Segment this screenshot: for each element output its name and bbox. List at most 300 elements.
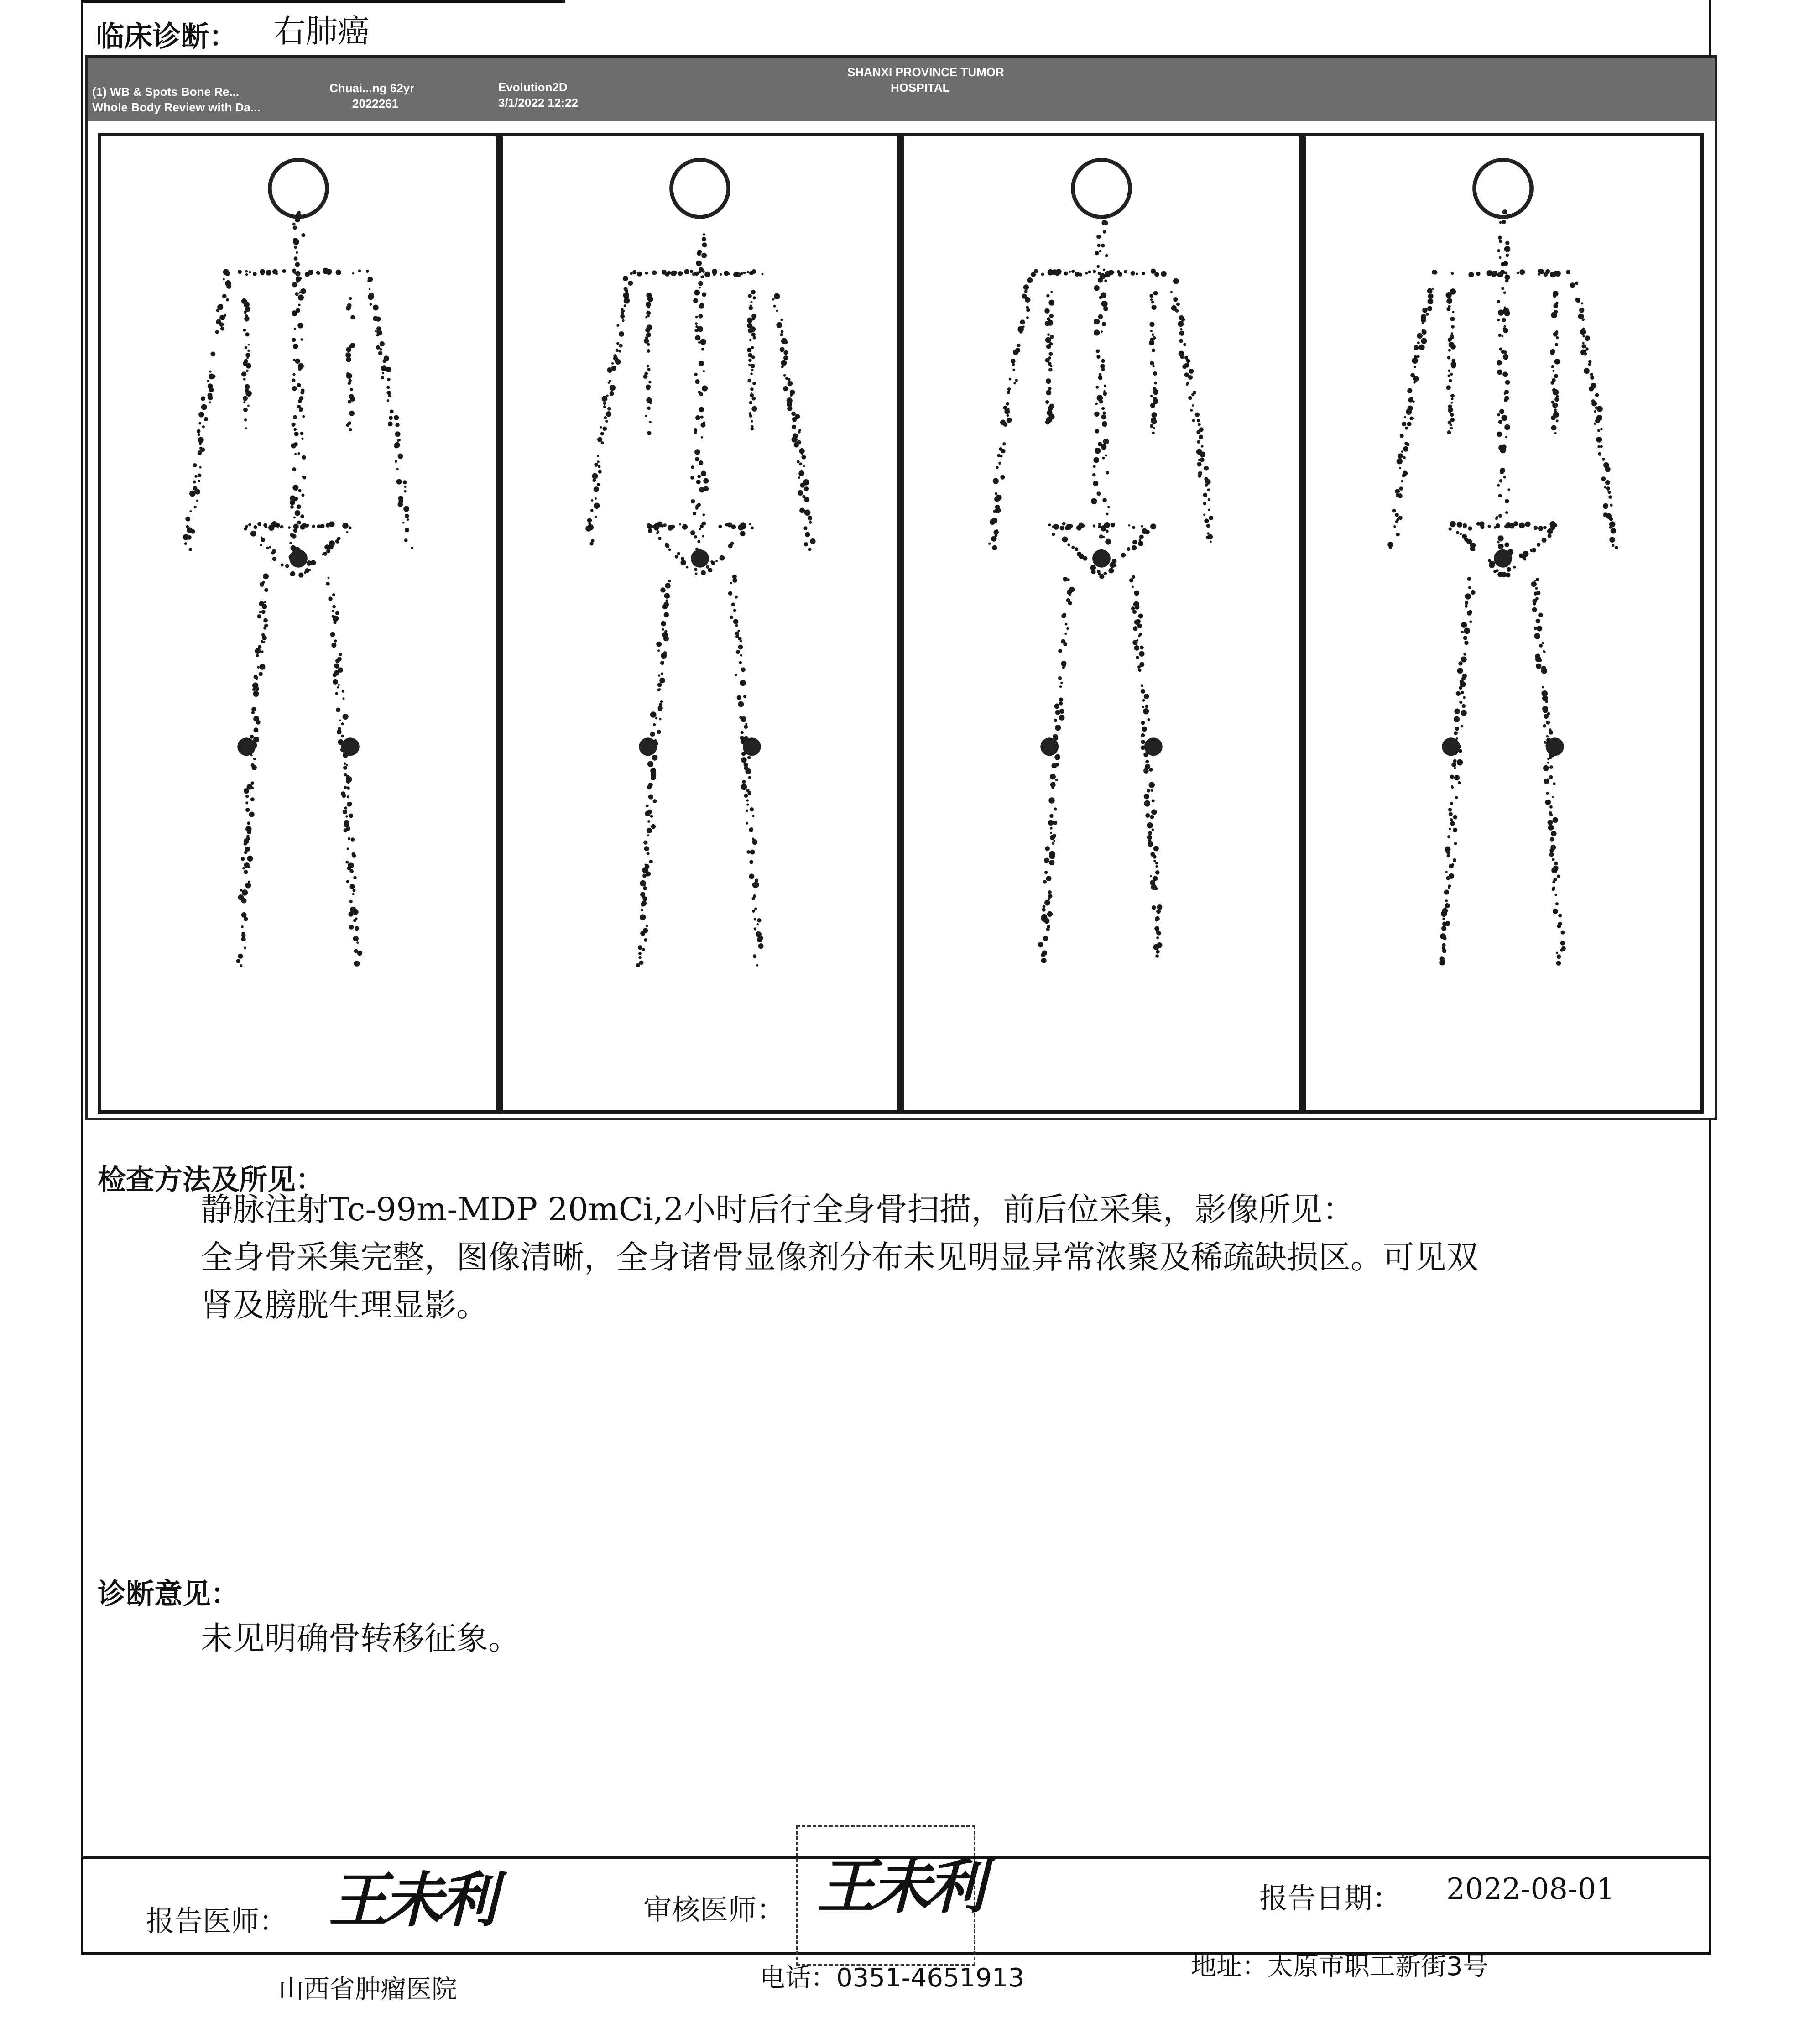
uptake-dot: [1504, 310, 1510, 316]
uptake-dot: [781, 330, 784, 333]
uptake-dot: [1543, 765, 1549, 771]
hospital-line1: SHANXI PROVINCE TUMOR: [847, 65, 1004, 79]
uptake-dot: [1556, 336, 1559, 339]
uptake-dot: [199, 466, 202, 468]
uptake-dot: [636, 963, 640, 967]
uptake-dot: [741, 272, 743, 275]
uptake-dot: [1454, 775, 1460, 780]
uptake-dot: [1533, 526, 1538, 530]
uptake-dot: [348, 837, 350, 840]
report-date: 2022-08-01: [1446, 1872, 1615, 1906]
uptake-dot: [376, 334, 379, 337]
uptake-dot: [293, 428, 297, 431]
uptake-dot: [994, 496, 1000, 502]
uptake-dot: [1197, 462, 1201, 466]
uptake-dot: [798, 490, 803, 496]
uptake-dot: [740, 640, 742, 643]
uptake-dot: [226, 298, 229, 302]
uptake-dot: [348, 382, 351, 385]
uptake-dot: [1153, 876, 1158, 881]
uptake-dot: [1457, 759, 1463, 765]
uptake-dot: [1102, 322, 1106, 326]
uptake-dot: [1080, 524, 1085, 528]
uptake-dot: [798, 430, 800, 433]
uptake-dot: [1088, 270, 1091, 273]
uptake-dot: [1157, 931, 1161, 936]
uptake-dot: [648, 795, 653, 800]
uptake-dot: [1451, 332, 1454, 335]
uptake-dot: [1136, 656, 1139, 659]
uptake-dot: [808, 516, 812, 521]
uptake-dot: [353, 876, 357, 880]
uptake-dot: [661, 653, 667, 659]
uptake-dot: [1068, 601, 1072, 605]
uptake-dot: [747, 348, 751, 352]
uptake-dot: [1450, 818, 1453, 821]
uptake-dot: [607, 367, 612, 373]
uptake-dot: [1155, 870, 1160, 875]
uptake-dot: [791, 436, 797, 442]
uptake-dot: [589, 542, 593, 545]
uptake-dot: [801, 452, 804, 455]
uptake-dot: [1209, 516, 1213, 520]
uptake-dot: [294, 453, 297, 455]
uptake-dot: [704, 272, 710, 277]
uptake-dot: [387, 399, 390, 402]
uptake-dot: [1101, 368, 1105, 371]
uptake-dot: [1104, 385, 1106, 387]
uptake-dot: [245, 384, 250, 389]
uptake-dot: [1000, 455, 1002, 457]
uptake-dot: [1532, 548, 1536, 552]
uptake-dot: [1058, 271, 1060, 273]
uptake-dot: [622, 319, 625, 322]
uptake-dot: [1536, 664, 1541, 669]
uptake-dot: [1101, 407, 1105, 410]
report-doctor-signature: 王未利: [329, 1865, 493, 1935]
uptake-dot: [1132, 610, 1137, 614]
uptake-dot: [1599, 439, 1602, 443]
uptake-dot: [1465, 601, 1468, 605]
uptake-dot: [1542, 686, 1544, 689]
uptake-dot: [302, 415, 305, 418]
uptake-dot: [343, 766, 347, 770]
uptake-dot: [750, 850, 755, 855]
uptake-dot: [757, 937, 762, 942]
uptake-dot: [1588, 360, 1592, 364]
uptake-dot: [1447, 375, 1450, 377]
uptake-dot: [647, 365, 649, 368]
uptake-dot: [395, 460, 397, 463]
uptake-dot: [1094, 319, 1100, 324]
uptake-dot: [641, 902, 645, 907]
uptake-dot: [647, 407, 651, 410]
uptake-dot: [1570, 282, 1575, 288]
uptake-dot: [244, 788, 249, 794]
uptake-dot: [647, 820, 650, 823]
uptake-dot: [1413, 376, 1419, 382]
skull-outline: [270, 160, 327, 217]
uptake-dot: [995, 492, 997, 495]
uptake-dot: [202, 425, 205, 428]
uptake-dot: [1093, 481, 1098, 486]
uptake-dot: [1398, 493, 1403, 498]
uptake-dot: [1151, 305, 1156, 310]
uptake-dot: [628, 281, 633, 286]
uptake-dot: [690, 530, 695, 535]
uptake-dot: [1535, 587, 1538, 590]
uptake-dot: [743, 695, 746, 698]
uptake-dot: [748, 364, 751, 366]
uptake-dot: [1132, 575, 1135, 579]
uptake-dot: [1150, 298, 1153, 301]
uptake-dot: [253, 758, 256, 760]
uptake-dot: [637, 272, 642, 277]
uptake-dot: [1149, 768, 1153, 772]
uptake-dot: [1099, 250, 1102, 253]
uptake-dot: [1498, 236, 1502, 240]
uptake-dot: [1117, 270, 1120, 273]
uptake-dot: [1506, 427, 1509, 429]
uptake-dot: [294, 246, 297, 249]
uptake-dot: [694, 535, 697, 539]
uptake-dot: [1513, 521, 1518, 526]
uptake-dot: [751, 420, 753, 422]
uptake-dot: [1063, 577, 1068, 582]
uptake-dot: [1505, 241, 1509, 245]
uptake-dot: [1549, 765, 1553, 769]
uptake-dot: [1542, 538, 1547, 543]
uptake-dot: [1144, 794, 1149, 799]
uptake-dot: [1506, 214, 1508, 217]
uptake-dot: [1101, 414, 1106, 419]
clinical-diagnosis-label: 临床诊断：: [96, 20, 238, 53]
uptake-dot: [1064, 643, 1067, 646]
uptake-dot: [1450, 402, 1453, 404]
uptake-dot: [1069, 271, 1071, 273]
uptake-dot: [1049, 314, 1054, 318]
footer-address: 地址：太原市职工新街3号: [1191, 1952, 1488, 1981]
uptake-dot: [1459, 701, 1462, 704]
uptake-dot: [1408, 397, 1413, 403]
uptake-dot: [1142, 528, 1147, 534]
uptake-dot: [1395, 489, 1400, 494]
uptake-dot: [1537, 543, 1541, 547]
uptake-dot: [317, 524, 321, 528]
uptake-dot: [1152, 349, 1155, 352]
uptake-dot: [338, 684, 340, 686]
uptake-dot: [1134, 645, 1140, 651]
uptake-dot: [690, 270, 693, 273]
uptake-dot: [728, 544, 733, 548]
uptake-dot: [241, 857, 245, 861]
uptake-dot: [998, 462, 1001, 465]
uptake-dot: [1050, 835, 1055, 840]
uptake-dot: [1015, 379, 1018, 382]
uptake-dot: [307, 560, 312, 566]
uptake-dot: [1446, 292, 1452, 298]
uptake-dot: [1151, 412, 1157, 418]
uptake-dot: [1049, 860, 1054, 865]
uptake-dot: [1517, 272, 1519, 274]
uptake-dot: [733, 609, 736, 612]
uptake-dot: [1451, 786, 1454, 789]
uptake-dot: [704, 486, 709, 491]
uptake-dot: [1450, 424, 1453, 426]
uptake-dot: [1046, 344, 1051, 349]
uptake-dot: [702, 535, 704, 537]
uptake-dot: [1448, 808, 1452, 811]
uptake-dot: [342, 690, 345, 693]
uptake-dot: [342, 697, 344, 700]
uptake-dot: [386, 367, 391, 372]
uptake-dot: [1060, 682, 1063, 684]
uptake-dot: [699, 460, 703, 465]
uptake-dot: [624, 298, 630, 303]
uptake-dot: [647, 834, 649, 836]
uptake-dot: [1448, 370, 1450, 372]
uptake-dot: [1604, 486, 1606, 488]
uptake-dot: [346, 880, 349, 883]
uptake-dot: [326, 582, 330, 586]
uptake-dot: [1497, 413, 1500, 417]
uptake-dot: [1500, 270, 1505, 275]
uptake-dot: [1000, 475, 1005, 480]
uptake-dot: [784, 340, 788, 344]
uptake-dot: [1150, 361, 1154, 365]
uptake-dot: [395, 423, 399, 427]
uptake-dot: [1093, 457, 1099, 463]
uptake-dot: [347, 847, 349, 850]
uptake-dot: [1050, 827, 1053, 830]
uptake-dot: [261, 538, 265, 542]
uptake-dot: [1392, 509, 1396, 513]
uptake-dot: [1058, 676, 1062, 680]
uptake-dot: [1147, 822, 1153, 828]
uptake-dot: [1445, 921, 1450, 926]
uptake-dot: [290, 500, 295, 505]
uptake-dot: [993, 478, 999, 484]
uptake-dot: [750, 372, 753, 375]
uptake-dot: [703, 233, 705, 236]
uptake-dot: [291, 443, 296, 448]
uptake-dot: [1596, 406, 1603, 412]
uptake-dot: [639, 961, 644, 965]
uptake-dot: [702, 242, 707, 247]
uptake-dot: [1451, 272, 1454, 275]
uptake-dot: [1048, 797, 1054, 803]
uptake-dot: [1428, 298, 1434, 304]
uptake-dot: [1555, 343, 1558, 346]
uptake-dot: [1495, 517, 1498, 520]
uptake-dot: [1583, 335, 1585, 337]
uptake-dot: [1204, 518, 1209, 523]
uptake-dot: [344, 786, 347, 789]
uptake-dot: [1054, 754, 1060, 760]
uptake-dot: [780, 347, 785, 352]
uptake-dot: [375, 330, 377, 332]
uptake-dot: [353, 889, 356, 892]
uptake-dot: [1412, 358, 1418, 364]
uptake-dot: [1455, 796, 1458, 799]
uptake-dot: [346, 357, 351, 362]
uptake-dot: [1499, 256, 1502, 259]
uptake-dot: [398, 454, 403, 459]
uptake-dot: [647, 828, 652, 833]
uptake-dot: [248, 881, 250, 883]
uptake-dot: [749, 339, 751, 341]
uptake-dot: [189, 491, 196, 497]
uptake-dot: [1048, 820, 1054, 826]
uptake-dot: [1026, 308, 1030, 312]
uptake-dot: [804, 542, 808, 546]
uptake-dot: [1549, 848, 1554, 852]
diagnosis-opinion-label: 诊断意见：: [98, 1577, 240, 1610]
joint-uptake: [289, 549, 308, 568]
uptake-dot: [1502, 371, 1508, 377]
uptake-dot: [752, 882, 758, 888]
uptake-dot: [1600, 445, 1603, 448]
uptake-dot: [1398, 453, 1403, 458]
uptake-dot: [334, 639, 337, 642]
uptake-dot: [640, 931, 645, 936]
uptake-dot: [1043, 936, 1048, 941]
uptake-dot: [248, 523, 251, 526]
joint-uptake: [237, 737, 256, 756]
uptake-dot: [248, 344, 250, 346]
uptake-dot: [1426, 313, 1429, 316]
uptake-dot: [245, 391, 251, 397]
uptake-dot: [708, 568, 712, 572]
uptake-dot: [1013, 382, 1016, 384]
uptake-dot: [349, 900, 353, 903]
uptake-dot: [781, 365, 783, 368]
uptake-dot: [1198, 459, 1201, 461]
uptake-dot: [1547, 758, 1550, 760]
uptake-dot: [308, 270, 313, 275]
uptake-dot: [198, 480, 200, 482]
uptake-dot: [604, 416, 607, 419]
uptake-dot: [1544, 741, 1547, 744]
uptake-dot: [1545, 800, 1551, 805]
uptake-dot: [804, 486, 809, 491]
uptake-dot: [1541, 668, 1547, 674]
uptake-dot: [699, 528, 701, 530]
uptake-dot: [1046, 927, 1050, 931]
uptake-dot: [1543, 651, 1545, 653]
uptake-dot: [695, 316, 698, 319]
uptake-dot: [668, 548, 671, 551]
uptake-dot: [597, 460, 600, 463]
uptake-dot: [397, 439, 400, 442]
uptake-dot: [1048, 898, 1050, 900]
uptake-dot: [745, 768, 751, 774]
uptake-dot: [292, 282, 297, 288]
uptake-dot: [696, 261, 702, 266]
uptake-dot: [1422, 329, 1427, 335]
uptake-dot: [659, 718, 661, 720]
uptake-dot: [665, 583, 670, 588]
uptake-dot: [1594, 423, 1596, 425]
uptake-dot: [297, 383, 301, 387]
uptake-dot: [1498, 420, 1502, 424]
uptake-dot: [251, 765, 256, 770]
uptake-dot: [346, 779, 350, 784]
uptake-dot: [262, 604, 267, 609]
uptake-dot: [293, 344, 298, 349]
uptake-dot: [1106, 471, 1109, 474]
uptake-dot: [1044, 858, 1049, 863]
uptake-dot: [1460, 533, 1462, 535]
uptake-dot: [1152, 333, 1154, 336]
uptake-dot: [349, 925, 354, 930]
uptake-dot: [1507, 567, 1511, 572]
uptake-dot: [1026, 316, 1029, 319]
scan-view-anterior-2: [901, 133, 1302, 1114]
uptake-dot: [684, 269, 689, 274]
uptake-dot: [1062, 522, 1066, 526]
uptake-dot: [293, 516, 296, 518]
uptake-dot: [662, 628, 664, 631]
uptake-dot: [243, 329, 246, 331]
uptake-dot: [1449, 527, 1452, 530]
uptake-dot: [238, 954, 243, 959]
uptake-dot: [1499, 348, 1502, 351]
uptake-dot: [386, 386, 390, 389]
uptake-dot: [243, 401, 245, 403]
uptake-dot: [1594, 410, 1596, 413]
uptake-dot: [296, 280, 299, 283]
uptake-dot: [297, 504, 301, 509]
uptake-dot: [747, 756, 751, 759]
uptake-dot: [1138, 634, 1141, 637]
uptake-dot: [306, 524, 309, 527]
uptake-dot: [595, 497, 597, 500]
uptake-dot: [749, 874, 754, 879]
uptake-dot: [683, 524, 686, 528]
uptake-dot: [1503, 354, 1509, 360]
uptake-dot: [753, 954, 756, 958]
uptake-dot: [292, 485, 298, 491]
uptake-dot: [1044, 900, 1050, 906]
uptake-dot: [694, 568, 697, 571]
uptake-dot: [993, 510, 996, 513]
uptake-dot: [1093, 524, 1095, 527]
uptake-dot: [1098, 277, 1103, 282]
uptake-dot: [732, 578, 737, 583]
uptake-dot: [744, 725, 748, 729]
uptake-dot: [1395, 520, 1398, 523]
uptake-dot: [1552, 880, 1555, 883]
uptake-dot: [1544, 714, 1549, 719]
uptake-dot: [242, 889, 248, 895]
uptake-dot: [1045, 420, 1050, 424]
uptake-dot: [1006, 402, 1009, 406]
uptake-dot: [1552, 370, 1554, 372]
uptake-dot: [1138, 613, 1143, 618]
uptake-dot: [1124, 270, 1127, 273]
uptake-dot: [1059, 697, 1063, 702]
uptake-dot: [733, 619, 739, 624]
uptake-dot: [1154, 272, 1159, 277]
uptake-dot: [1143, 768, 1148, 773]
uptake-dot: [1059, 649, 1062, 653]
uptake-dot: [1450, 344, 1456, 350]
uptake-dot: [691, 499, 695, 503]
uptake-dot: [1503, 350, 1507, 354]
uptake-dot: [746, 810, 748, 812]
uptake-dot: [1595, 418, 1600, 423]
